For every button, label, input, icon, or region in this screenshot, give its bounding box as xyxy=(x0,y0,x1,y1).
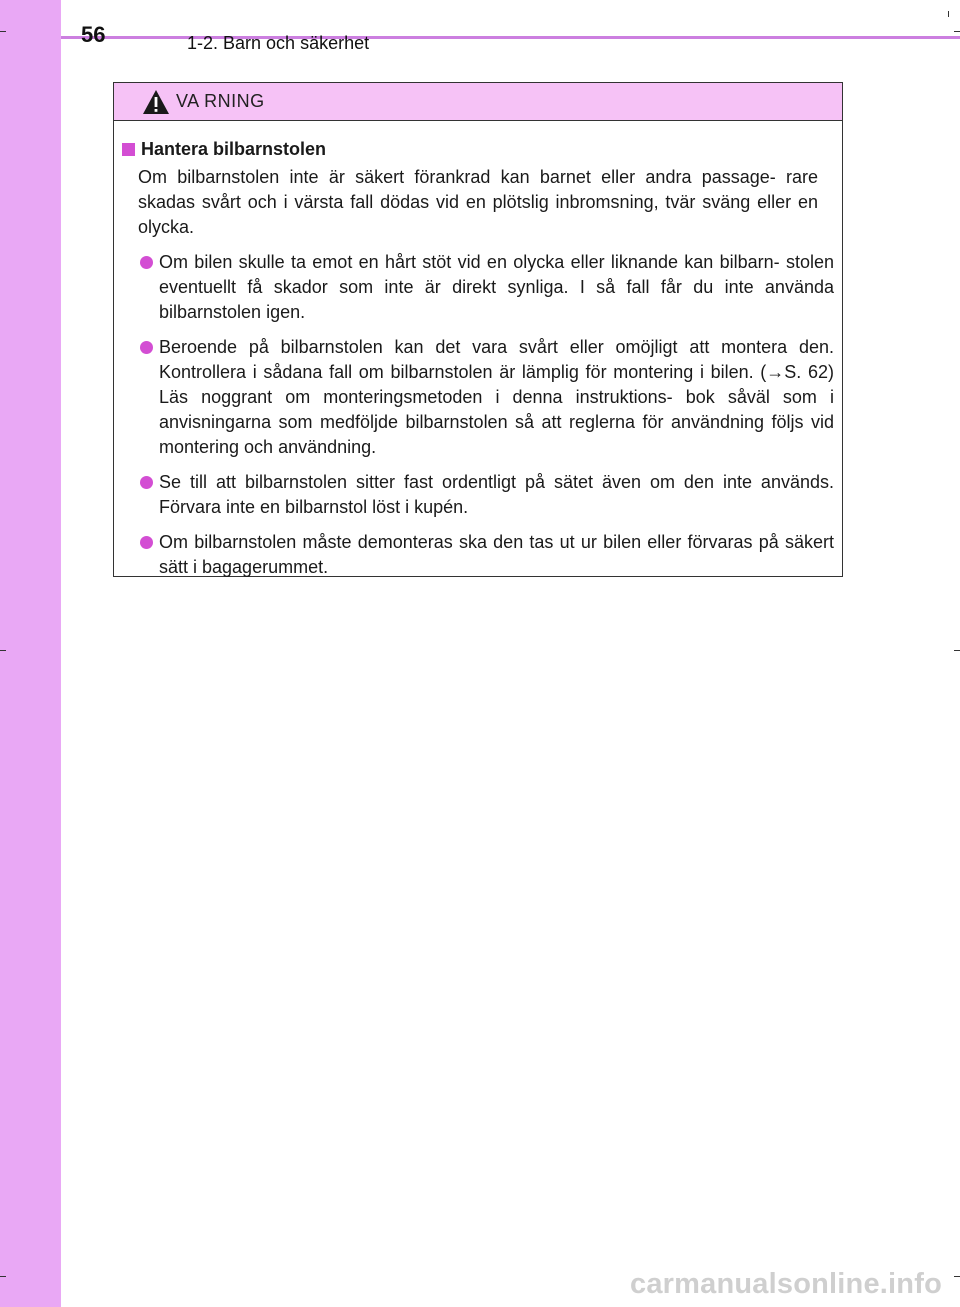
warning-box xyxy=(113,82,843,577)
warning-title: VA RNING xyxy=(176,91,265,111)
subheading: Hantera bilbarnstolen xyxy=(141,139,327,159)
bullet-text: Beroende på bilbarnstolen kan det vara svårt eller omöjligt att montera den. Kontrollera i sådana fall om bilbarnstolen är lämplig för montering i bilen. (→S. 62) Läs noggrant om monteringsmetoden i denna instruktions- bok såväl som i anvisningarna som medföljde bilbarnstolen så att reglerna för användning följs vid montering och användning. xyxy=(159,337,834,457)
crop-mark xyxy=(0,650,6,651)
watermark: carmanualsonline.info xyxy=(630,1268,942,1300)
bullet-item xyxy=(122,530,834,580)
intro-paragraph: Om bilbarnstolen inte är säkert förankrad kan barnet eller andra passage- rare skadas svårt och i värsta fall dödas vid en plötslig inbromsning, tvär sväng eller en olycka. xyxy=(138,167,818,237)
crop-mark xyxy=(954,650,960,651)
bullet-item xyxy=(122,335,834,460)
round-bullet-icon xyxy=(140,256,153,269)
warning-header xyxy=(114,83,842,121)
bullet-text: Se till att bilbarnstolen sitter fast ordentligt på sätet även om den inte används. Förvara inte en bilbarnstol löst i kupén. xyxy=(159,472,834,517)
bullet-text: Om bilen skulle ta emot en hårt stöt vid en olycka eller liknande kan bilbarn- stolen eventuellt få skador som inte är direkt synliga. I så fall får du inte använda bilbarnstolen igen. xyxy=(159,252,834,322)
warning-body xyxy=(114,121,842,580)
square-bullet-icon xyxy=(122,143,135,156)
bullet-item xyxy=(122,470,834,520)
crop-mark xyxy=(954,31,960,32)
round-bullet-icon xyxy=(140,536,153,549)
round-bullet-icon xyxy=(140,476,153,489)
bullet-item xyxy=(122,250,834,325)
side-color-band xyxy=(0,0,61,1307)
section-title: 1-2. Barn och säkerhet xyxy=(187,33,370,53)
crop-mark xyxy=(948,11,949,17)
warning-triangle-icon xyxy=(142,89,170,115)
page-number: 56 xyxy=(81,22,106,47)
bullet-text: Om bilbarnstolen måste demonteras ska den tas ut ur bilen eller förvaras på säkert sätt i bagagerummet. xyxy=(159,532,834,577)
round-bullet-icon xyxy=(140,341,153,354)
crop-mark xyxy=(954,1276,960,1277)
crop-mark xyxy=(0,31,6,32)
crop-mark xyxy=(0,1276,6,1277)
subheading-row xyxy=(122,139,834,160)
